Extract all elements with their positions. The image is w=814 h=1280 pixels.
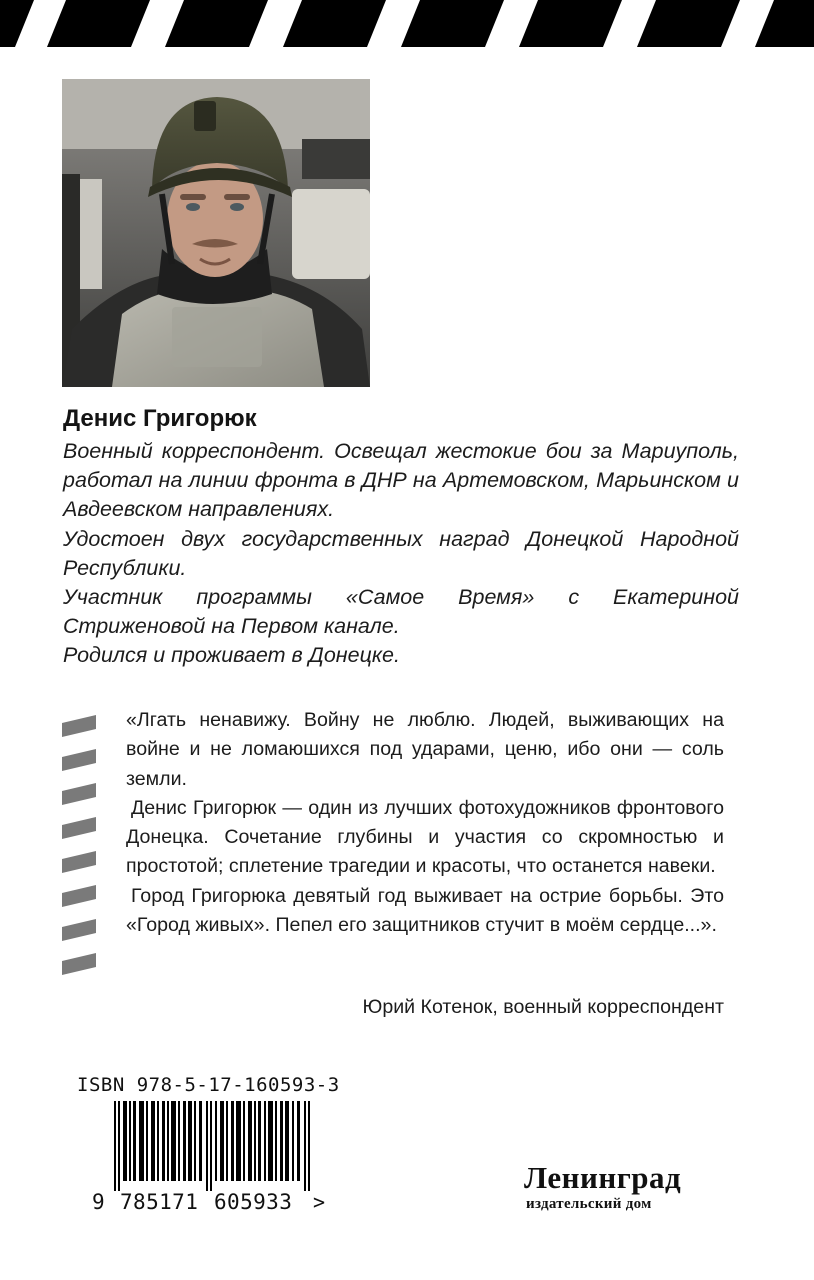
- bio-paragraph: Родился и проживает в Донецке.: [63, 643, 400, 668]
- author-bio: [63, 437, 739, 671]
- quote-paragraph: Город Григорюка девятый год выживает на острие борьбы. Это «Город живых». Пепел его защитников стучит в моём сердце...».: [126, 884, 724, 937]
- isbn-label: ISBN 978-5-17-160593-3: [77, 1074, 340, 1096]
- barcode-icon: [114, 1101, 314, 1191]
- quote-attribution: Юрий Котенок, военный корреспондент: [362, 996, 724, 1018]
- bio-paragraph: Участник программы «Самое Время» с Екатериной Стриженовой на Первом канале.: [63, 585, 739, 639]
- quote-paragraph: «Лгать ненавижу. Войну не люблю. Людей, выживающих на войне и не ломаюшихся под ударами, ценю, ибо они — соль земли.: [126, 709, 724, 790]
- barcode-left-digits: 785171: [120, 1190, 199, 1214]
- bio-paragraph: Удостоен двух государственных наград Донецкой Народной Республики.: [63, 526, 739, 580]
- author-name: Денис Григорюк: [63, 405, 257, 432]
- publisher-subtitle: издательский дом: [526, 1196, 652, 1212]
- bio-paragraph: Военный корреспондент. Освещал жестокие бои за Мариуполь, работал на линии фронта в ДНР на Артемовском, Марьинском и Авдеевском направлениях.: [63, 439, 739, 522]
- barcode-right-digits: 605933: [214, 1190, 293, 1214]
- quote-side-marks-decoration: [62, 715, 96, 995]
- quote-block: [126, 706, 724, 1018]
- publisher-name: Ленинград: [524, 1160, 682, 1195]
- publisher-logo: [524, 1160, 724, 1212]
- barcode-arrow: >: [313, 1190, 326, 1214]
- barcode-first-digit: 9: [92, 1190, 105, 1214]
- author-photo: [62, 79, 370, 387]
- top-stripes-decoration: [0, 0, 814, 47]
- quote-paragraph: Денис Григорюк — один из лучших фотохудожников фронтового Донецка. Сочетание глубины и участия со скромностью и простотой; сплетение трагедии и красоты, что останется навеки.: [126, 796, 724, 878]
